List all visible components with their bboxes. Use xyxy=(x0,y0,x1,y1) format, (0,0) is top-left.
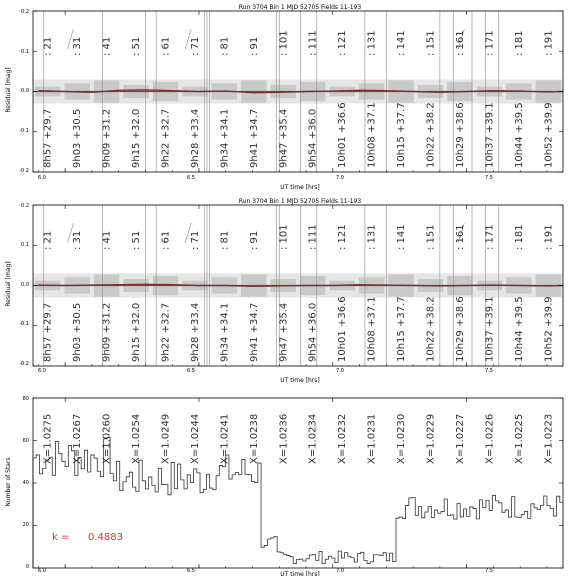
field-label: : 151 xyxy=(425,30,437,56)
ra-dec-label: 9h15 +32.0 xyxy=(131,302,143,362)
x-axis-label: UT time [hrs] xyxy=(280,184,320,191)
field-label: : 21 xyxy=(42,230,54,250)
ra-dec-label: 10h08 +37.1 xyxy=(366,102,378,168)
airmass-label: X=1.0231 xyxy=(366,413,378,464)
field-label: : 121 xyxy=(337,30,349,56)
field-label: : 81 xyxy=(219,36,231,56)
field-label: : 181 xyxy=(513,30,525,56)
y-tick-label: 80 xyxy=(22,396,29,402)
x-tick-label: 6.5 xyxy=(187,368,195,374)
ra-dec-label: 10h22 +38.2 xyxy=(425,296,437,362)
field-label: : 131 xyxy=(366,30,378,56)
y-axis-label xyxy=(5,261,12,306)
field-label: : 111 xyxy=(307,224,319,250)
field-label: : 41 xyxy=(101,36,113,56)
airmass-label: X=1.0230 xyxy=(396,413,408,464)
ra-dec-label: 9h41 +34.7 xyxy=(248,108,260,168)
airmass-label: X=1.0244 xyxy=(189,413,201,464)
airmass-label: X=1.0225 xyxy=(513,413,525,464)
ra-dec-label: 9h28 +33.4 xyxy=(189,302,201,362)
field-label: : 171 xyxy=(484,224,496,250)
airmass-label: X=1.0232 xyxy=(337,413,349,464)
k-label: k = xyxy=(52,532,70,543)
histogram-panel xyxy=(5,396,563,576)
y-tick-label: 0.2 xyxy=(21,9,29,15)
y-tick-label: 0.0 xyxy=(21,282,29,288)
field-label: : 61 xyxy=(160,230,172,250)
panel-title: Run 3704 Bin 1 MJD 52705 Fields 11-193 xyxy=(238,4,362,11)
ra-dec-label: 9h03 +30.5 xyxy=(72,302,84,362)
ra-dec-label: 9h09 +31.2 xyxy=(101,108,113,168)
x-tick-label: 7.5 xyxy=(485,175,493,181)
ra-dec-label: 9h47 +35.4 xyxy=(278,108,290,168)
field-label: : 121 xyxy=(337,224,349,250)
y-tick-label: 0.2 xyxy=(21,203,29,209)
ra-dec-label: 9h22 +32.7 xyxy=(160,108,172,168)
field-label: : 31 xyxy=(72,36,84,56)
field-label: : 191 xyxy=(543,224,555,250)
x-tick-label: 7.0 xyxy=(336,368,344,374)
residual-panel-1 xyxy=(5,4,563,191)
ra-dec-label: 10h52 +39.9 xyxy=(543,102,555,168)
airmass-label: X=1.0227 xyxy=(454,413,466,464)
ra-dec-label: 8h57 +29.7 xyxy=(42,108,54,168)
field-label: : 191 xyxy=(543,30,555,56)
ra-dec-label: 9h47 +35.4 xyxy=(278,302,290,362)
x-tick-label: 6.5 xyxy=(187,175,195,181)
airmass-label: X=1.0267 xyxy=(72,413,84,464)
y-tick-label: 20 xyxy=(22,522,29,528)
field-label: : 141 xyxy=(396,224,408,250)
field-label: : 51 xyxy=(131,36,143,56)
field-label: : 31 xyxy=(72,230,84,250)
field-label: : 161 xyxy=(454,30,466,56)
y-tick-label: 0.1 xyxy=(21,49,29,55)
panel-title: Run 3704 Bin 1 MJD 52705 Fields 11-193 xyxy=(238,198,362,205)
field-label: : 141 xyxy=(396,30,408,56)
y-axis-label-text: Residual [mag] xyxy=(5,261,12,307)
y-axis-label xyxy=(5,457,12,506)
field-label: : 101 xyxy=(278,224,290,250)
ra-dec-label: 10h01 +36.6 xyxy=(337,102,349,168)
ra-dec-label: 9h15 +32.0 xyxy=(131,108,143,168)
airmass-label: X=1.0241 xyxy=(219,413,231,464)
x-tick-label: 7.0 xyxy=(336,568,344,574)
x-tick-label: 6.5 xyxy=(187,568,195,574)
field-label: : 101 xyxy=(278,30,290,56)
x-tick-label: 7.5 xyxy=(485,568,493,574)
x-tick-label: 6.0 xyxy=(38,175,46,181)
ra-dec-label: 10h52 +39.9 xyxy=(543,296,555,362)
y-tick-label: -0.1 xyxy=(19,321,29,327)
x-tick-label: 7.5 xyxy=(485,368,493,374)
airmass-label: X=1.0236 xyxy=(278,413,290,464)
field-label: : 71 xyxy=(189,230,201,250)
field-label: : 91 xyxy=(248,36,260,56)
field-label: : 161 xyxy=(454,224,466,250)
y-tick-label: 0.0 xyxy=(21,88,29,94)
ra-dec-label: 10h29 +38.6 xyxy=(454,102,466,168)
ra-dec-label: 9h28 +33.4 xyxy=(189,108,201,168)
ra-dec-label: 9h09 +31.2 xyxy=(101,302,113,362)
field-label: : 21 xyxy=(42,36,54,56)
ra-dec-label: 10h22 +38.2 xyxy=(425,102,437,168)
ra-dec-label: 10h08 +37.1 xyxy=(366,296,378,362)
ra-dec-label: 10h29 +38.6 xyxy=(454,296,466,362)
ra-dec-label: 10h15 +37.7 xyxy=(396,102,408,168)
airmass-label: X=1.0238 xyxy=(248,413,260,464)
field-label: : 81 xyxy=(219,230,231,250)
y-tick-label: -0.2 xyxy=(19,361,29,367)
residual-panel-2 xyxy=(5,198,563,384)
y-axis-label-text: Number of Stars xyxy=(5,457,12,507)
x-axis-label: UT time [hrs] xyxy=(280,377,320,384)
ra-dec-label: 9h54 +36.0 xyxy=(307,108,319,168)
field-label: : 181 xyxy=(513,224,525,250)
airmass-label: X=1.0234 xyxy=(307,413,319,464)
y-tick-label: 0.1 xyxy=(21,242,29,248)
x-axis-label: UT time [hrs] xyxy=(280,571,320,576)
ra-dec-label: 9h34 +34.1 xyxy=(219,108,231,168)
y-tick-label: 60 xyxy=(22,438,29,444)
ra-dec-label: 9h54 +36.0 xyxy=(307,302,319,362)
ra-dec-label: 9h41 +34.7 xyxy=(248,302,260,362)
x-tick-label: 6.0 xyxy=(38,568,46,574)
ra-dec-label: 9h03 +30.5 xyxy=(72,108,84,168)
field-label: : 131 xyxy=(366,224,378,250)
field-label: : 171 xyxy=(484,30,496,56)
k-value: 0.4883 xyxy=(88,532,123,543)
airmass-label: X=1.0275 xyxy=(42,413,54,464)
y-axis-label-text: Residual [mag] xyxy=(5,67,12,113)
y-axis-label xyxy=(5,67,12,112)
ra-dec-label: 10h37 +39.1 xyxy=(484,102,496,168)
ra-dec-label: 8h57 +29.7 xyxy=(42,302,54,362)
airmass-label: X=1.0226 xyxy=(484,413,496,464)
field-label: : 111 xyxy=(307,30,319,56)
field-label: : 151 xyxy=(425,224,437,250)
x-tick-label: 7.0 xyxy=(336,175,344,181)
airmass-label: X=1.0229 xyxy=(425,413,437,464)
ra-dec-label: 10h44 +39.5 xyxy=(513,102,525,168)
ra-dec-label: 10h37 +39.1 xyxy=(484,296,496,362)
y-tick-label: 40 xyxy=(22,480,29,486)
ra-dec-label: 10h01 +36.6 xyxy=(337,296,349,362)
airmass-label: X=1.0254 xyxy=(131,413,143,464)
ra-dec-label: 10h44 +39.5 xyxy=(513,296,525,362)
ra-dec-label: 9h34 +34.1 xyxy=(219,302,231,362)
airmass-label: X=1.0223 xyxy=(543,413,555,464)
y-tick-label: -0.1 xyxy=(19,128,29,134)
field-label: : 61 xyxy=(160,36,172,56)
field-label: : 91 xyxy=(248,230,260,250)
field-label: : 71 xyxy=(189,36,201,56)
ra-dec-label: 9h22 +32.7 xyxy=(160,302,172,362)
airmass-label: X=1.0249 xyxy=(160,413,172,464)
ra-dec-label: 10h15 +37.7 xyxy=(396,296,408,362)
airmass-label: X=1.0260 xyxy=(101,413,113,464)
y-tick-label: 0 xyxy=(25,564,29,570)
x-tick-label: 6.0 xyxy=(38,368,46,374)
y-tick-label: -0.2 xyxy=(19,168,29,174)
field-label: : 51 xyxy=(131,230,143,250)
field-label: : 41 xyxy=(101,230,113,250)
